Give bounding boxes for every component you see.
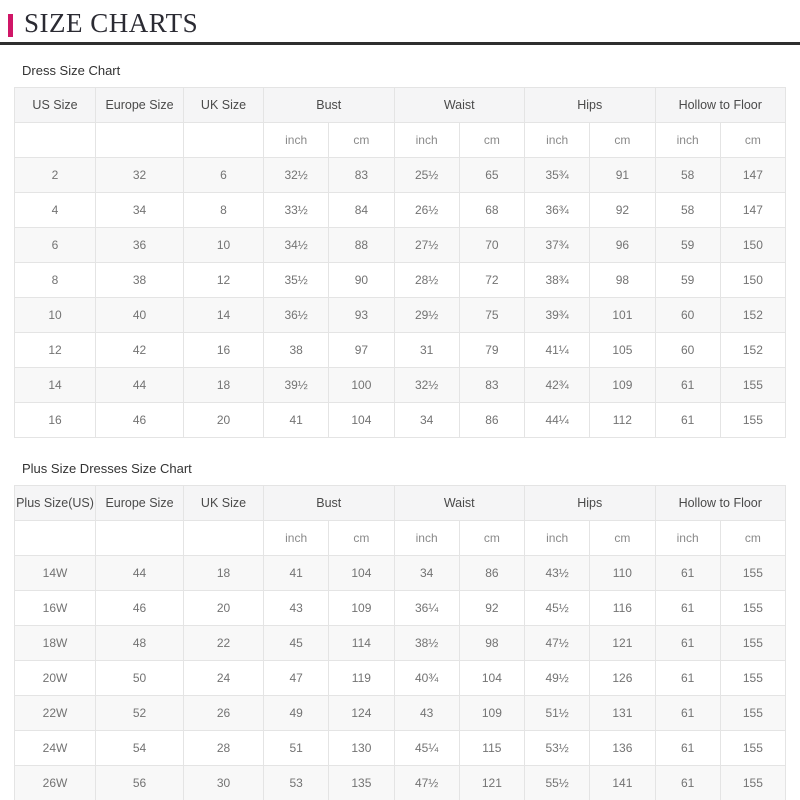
title-accent-bar: [8, 14, 13, 37]
col-header-hips: Hips: [525, 486, 656, 521]
table-row: [15, 193, 786, 228]
unit-header-inch: inch: [264, 123, 329, 158]
table-cell: 72: [459, 263, 524, 298]
table-cell: 98: [590, 263, 655, 298]
table-cell: 26½: [394, 193, 459, 228]
table-cell: 32: [96, 158, 184, 193]
table-cell: 43: [264, 591, 329, 626]
unit-header-cm: cm: [590, 123, 655, 158]
unit-header-cm: cm: [459, 123, 524, 158]
table-cell: 18W: [15, 626, 96, 661]
table-cell: 136: [590, 731, 655, 766]
table-cell: 36¾: [525, 193, 590, 228]
table-cell: 40¾: [394, 661, 459, 696]
page-title: SIZE CHARTS: [24, 8, 199, 38]
table-cell: 52: [96, 696, 184, 731]
table-cell: 40: [96, 298, 184, 333]
table-row: [15, 626, 786, 661]
table-cell: 38½: [394, 626, 459, 661]
table-cell: 50: [96, 661, 184, 696]
table-cell: 18: [184, 368, 264, 403]
unit-header-inch: inch: [525, 123, 590, 158]
table-cell: 8: [15, 263, 96, 298]
table-cell: 155: [720, 403, 785, 438]
unit-header-cm: cm: [590, 521, 655, 556]
table-cell: 39¾: [525, 298, 590, 333]
table-row: [15, 766, 786, 800]
table-cell: 152: [720, 333, 785, 368]
table-cell: 14W: [15, 556, 96, 591]
table-cell: 61: [655, 403, 720, 438]
table-cell: 97: [329, 333, 394, 368]
table-cell: 155: [720, 626, 785, 661]
table-cell: 36¼: [394, 591, 459, 626]
table-cell: 28: [184, 731, 264, 766]
table-cell: 155: [720, 766, 785, 800]
table-row: [15, 731, 786, 766]
table-cell: 2: [15, 158, 96, 193]
table-cell: 39½: [264, 368, 329, 403]
table-cell: 61: [655, 368, 720, 403]
table-cell: 27½: [394, 228, 459, 263]
table-cell: 16: [15, 403, 96, 438]
table-cell: 90: [329, 263, 394, 298]
table-cell: 59: [655, 228, 720, 263]
table-cell: 155: [720, 556, 785, 591]
col-header-plus-size-us: Plus Size(US): [15, 486, 96, 521]
unit-header-cm: cm: [459, 521, 524, 556]
table-cell: 34: [394, 403, 459, 438]
table-unit-row: [15, 123, 786, 158]
table-cell: 46: [96, 591, 184, 626]
table-cell: 10: [184, 228, 264, 263]
table-cell: 22: [184, 626, 264, 661]
table-row: [15, 228, 786, 263]
table-cell: 84: [329, 193, 394, 228]
table-header-row: [15, 486, 786, 521]
table-cell: 104: [329, 403, 394, 438]
col-header-waist: Waist: [394, 486, 525, 521]
table-cell: 92: [459, 591, 524, 626]
table-cell: 119: [329, 661, 394, 696]
table-cell: 10: [15, 298, 96, 333]
page-header: [0, 0, 800, 45]
table-cell: 41: [264, 556, 329, 591]
table-cell: 51½: [525, 696, 590, 731]
table-cell: 8: [184, 193, 264, 228]
table-cell: 96: [590, 228, 655, 263]
table-cell: 104: [329, 556, 394, 591]
dress-size-chart-caption: Dress Size Chart: [22, 63, 121, 78]
table-row: [15, 696, 786, 731]
table-cell: 34: [394, 556, 459, 591]
unit-header-inch: inch: [655, 123, 720, 158]
table-cell: 55½: [525, 766, 590, 800]
table-cell: 33½: [264, 193, 329, 228]
table-cell: 59: [655, 263, 720, 298]
table-cell: 47½: [394, 766, 459, 800]
table-cell: 34: [96, 193, 184, 228]
table-cell: 131: [590, 696, 655, 731]
table-row: [15, 333, 786, 368]
table-cell: 61: [655, 766, 720, 800]
table-cell: 4: [15, 193, 96, 228]
dress-size-chart-body: [15, 158, 786, 438]
unit-header-cm: cm: [329, 123, 394, 158]
table-cell: 116: [590, 591, 655, 626]
table-row: [15, 403, 786, 438]
table-cell: 6: [184, 158, 264, 193]
table-cell: 20W: [15, 661, 96, 696]
table-cell: 38¾: [525, 263, 590, 298]
table-cell: 44: [96, 368, 184, 403]
unit-header-inch: inch: [264, 521, 329, 556]
table-cell: 60: [655, 298, 720, 333]
table-cell: 41¼: [525, 333, 590, 368]
col-header-hollow-to-floor: Hollow to Floor: [655, 88, 786, 123]
table-cell: 155: [720, 368, 785, 403]
table-cell: 26: [184, 696, 264, 731]
table-cell: 35½: [264, 263, 329, 298]
col-header-waist: Waist: [394, 88, 525, 123]
empty-cell: [96, 521, 184, 556]
empty-cell: [96, 123, 184, 158]
table-cell: 32½: [394, 368, 459, 403]
table-cell: 53½: [525, 731, 590, 766]
table-cell: 6: [15, 228, 96, 263]
table-cell: 28½: [394, 263, 459, 298]
table-cell: 30: [184, 766, 264, 800]
table-cell: 24W: [15, 731, 96, 766]
col-header-uk-size: UK Size: [184, 486, 264, 521]
plus-size-chart-caption: Plus Size Dresses Size Chart: [22, 461, 192, 476]
table-cell: 68: [459, 193, 524, 228]
table-cell: 150: [720, 263, 785, 298]
empty-cell: [15, 123, 96, 158]
table-cell: 14: [15, 368, 96, 403]
table-cell: 130: [329, 731, 394, 766]
table-cell: 43: [394, 696, 459, 731]
table-cell: 43½: [525, 556, 590, 591]
table-cell: 114: [329, 626, 394, 661]
table-cell: 36: [96, 228, 184, 263]
table-cell: 61: [655, 591, 720, 626]
unit-header-inch: inch: [655, 521, 720, 556]
table-cell: 147: [720, 193, 785, 228]
table-cell: 86: [459, 556, 524, 591]
table-cell: 61: [655, 626, 720, 661]
table-cell: 155: [720, 661, 785, 696]
table-cell: 47½: [525, 626, 590, 661]
table-cell: 61: [655, 696, 720, 731]
table-cell: 141: [590, 766, 655, 800]
table-cell: 48: [96, 626, 184, 661]
table-row: [15, 298, 786, 333]
table-cell: 25½: [394, 158, 459, 193]
empty-cell: [184, 521, 264, 556]
table-cell: 49½: [525, 661, 590, 696]
table-cell: 34½: [264, 228, 329, 263]
table-unit-row: [15, 521, 786, 556]
col-header-hollow-to-floor: Hollow to Floor: [655, 486, 786, 521]
col-header-uk-size: UK Size: [184, 88, 264, 123]
table-cell: 45¼: [394, 731, 459, 766]
table-cell: 18: [184, 556, 264, 591]
table-cell: 79: [459, 333, 524, 368]
unit-header-cm: cm: [329, 521, 394, 556]
table-cell: 26W: [15, 766, 96, 800]
unit-header-inch: inch: [394, 521, 459, 556]
table-cell: 109: [590, 368, 655, 403]
table-cell: 16W: [15, 591, 96, 626]
dress-size-chart-table: [14, 87, 786, 438]
table-cell: 126: [590, 661, 655, 696]
col-header-bust: Bust: [264, 88, 395, 123]
table-cell: 12: [184, 263, 264, 298]
table-cell: 56: [96, 766, 184, 800]
table-header-row: [15, 88, 786, 123]
table-cell: 42¾: [525, 368, 590, 403]
table-cell: 32½: [264, 158, 329, 193]
table-cell: 155: [720, 591, 785, 626]
table-cell: 70: [459, 228, 524, 263]
table-cell: 24: [184, 661, 264, 696]
unit-header-cm: cm: [720, 521, 785, 556]
table-cell: 58: [655, 193, 720, 228]
table-row: [15, 263, 786, 298]
table-cell: 109: [459, 696, 524, 731]
table-cell: 47: [264, 661, 329, 696]
table-cell: 45: [264, 626, 329, 661]
table-cell: 83: [459, 368, 524, 403]
unit-header-inch: inch: [394, 123, 459, 158]
table-cell: 121: [590, 626, 655, 661]
table-cell: 35¾: [525, 158, 590, 193]
table-row: [15, 158, 786, 193]
table-row: [15, 556, 786, 591]
table-row: [15, 661, 786, 696]
table-cell: 36½: [264, 298, 329, 333]
table-cell: 54: [96, 731, 184, 766]
table-cell: 65: [459, 158, 524, 193]
col-header-hips: Hips: [525, 88, 656, 123]
col-header-us-size: US Size: [15, 88, 96, 123]
table-row: [15, 368, 786, 403]
table-cell: 60: [655, 333, 720, 368]
table-cell: 16: [184, 333, 264, 368]
table-cell: 104: [459, 661, 524, 696]
table-cell: 155: [720, 731, 785, 766]
table-cell: 83: [329, 158, 394, 193]
table-cell: 150: [720, 228, 785, 263]
table-cell: 46: [96, 403, 184, 438]
table-cell: 101: [590, 298, 655, 333]
table-cell: 41: [264, 403, 329, 438]
table-cell: 98: [459, 626, 524, 661]
table-cell: 37¾: [525, 228, 590, 263]
table-cell: 147: [720, 158, 785, 193]
table-cell: 38: [96, 263, 184, 298]
table-cell: 44¼: [525, 403, 590, 438]
table-cell: 45½: [525, 591, 590, 626]
plus-size-chart-body: [15, 556, 786, 800]
unit-header-cm: cm: [720, 123, 785, 158]
table-cell: 44: [96, 556, 184, 591]
plus-size-chart-table: [14, 485, 786, 800]
table-cell: 51: [264, 731, 329, 766]
table-cell: 105: [590, 333, 655, 368]
table-cell: 29½: [394, 298, 459, 333]
table-cell: 58: [655, 158, 720, 193]
table-cell: 121: [459, 766, 524, 800]
table-cell: 14: [184, 298, 264, 333]
empty-cell: [15, 521, 96, 556]
col-header-europe-size: Europe Size: [96, 486, 184, 521]
table-cell: 31: [394, 333, 459, 368]
table-cell: 91: [590, 158, 655, 193]
table-cell: 20: [184, 591, 264, 626]
table-cell: 92: [590, 193, 655, 228]
table-cell: 135: [329, 766, 394, 800]
table-cell: 152: [720, 298, 785, 333]
table-cell: 42: [96, 333, 184, 368]
table-cell: 124: [329, 696, 394, 731]
table-cell: 53: [264, 766, 329, 800]
table-cell: 22W: [15, 696, 96, 731]
table-cell: 49: [264, 696, 329, 731]
empty-cell: [184, 123, 264, 158]
col-header-bust: Bust: [264, 486, 395, 521]
table-cell: 86: [459, 403, 524, 438]
table-cell: 112: [590, 403, 655, 438]
table-cell: 61: [655, 661, 720, 696]
table-cell: 100: [329, 368, 394, 403]
table-cell: 155: [720, 696, 785, 731]
col-header-europe-size: Europe Size: [96, 88, 184, 123]
table-cell: 109: [329, 591, 394, 626]
table-cell: 115: [459, 731, 524, 766]
table-cell: 93: [329, 298, 394, 333]
table-cell: 110: [590, 556, 655, 591]
table-cell: 88: [329, 228, 394, 263]
table-cell: 61: [655, 556, 720, 591]
table-cell: 75: [459, 298, 524, 333]
table-cell: 20: [184, 403, 264, 438]
table-cell: 38: [264, 333, 329, 368]
table-cell: 61: [655, 731, 720, 766]
unit-header-inch: inch: [525, 521, 590, 556]
table-cell: 12: [15, 333, 96, 368]
table-row: [15, 591, 786, 626]
